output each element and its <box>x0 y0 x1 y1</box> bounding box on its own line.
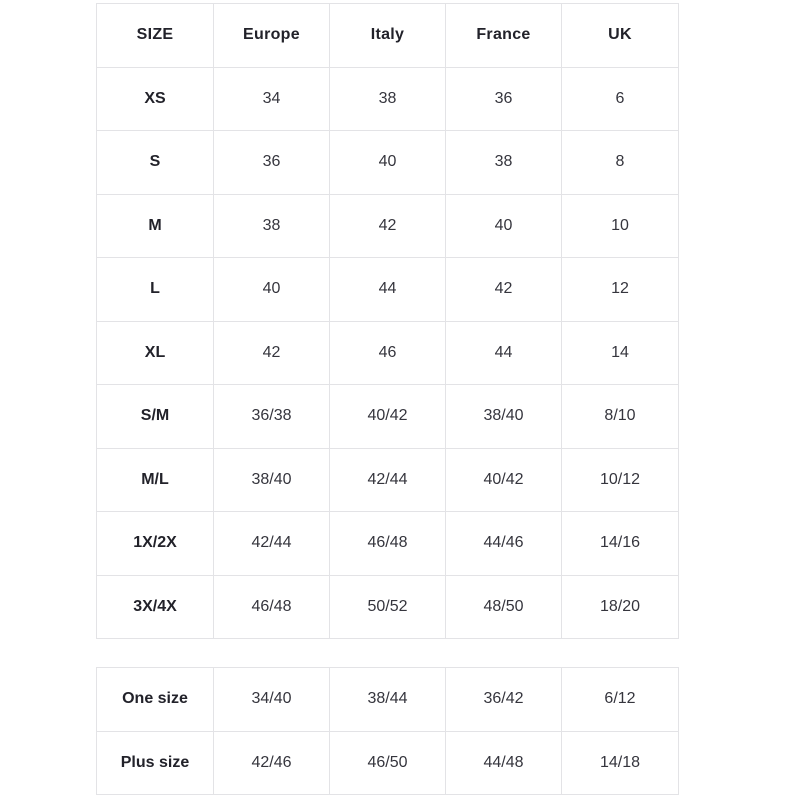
cell-europe: 46/48 <box>214 575 330 639</box>
cell-europe: 34 <box>214 67 330 131</box>
table-row <box>97 575 679 639</box>
main-size-table <box>96 3 679 639</box>
cell-europe: 42 <box>214 321 330 385</box>
cell-france: 38/40 <box>446 385 562 449</box>
secondary-table-body <box>97 668 679 795</box>
cell-europe: 42/44 <box>214 512 330 576</box>
cell-france: 36 <box>446 67 562 131</box>
cell-italy: 42 <box>330 194 446 258</box>
column-header-france: France <box>446 4 562 68</box>
cell-uk: 10/12 <box>562 448 679 512</box>
cell-italy: 44 <box>330 258 446 322</box>
cell-europe: 40 <box>214 258 330 322</box>
cell-uk: 14/16 <box>562 512 679 576</box>
table-row <box>97 67 679 131</box>
cell-uk: 8/10 <box>562 385 679 449</box>
cell-italy: 46 <box>330 321 446 385</box>
cell-italy: 46/50 <box>330 731 446 795</box>
cell-europe: 42/46 <box>214 731 330 795</box>
table-row <box>97 668 679 732</box>
cell-france: 38 <box>446 131 562 195</box>
table-row <box>97 194 679 258</box>
cell-europe: 34/40 <box>214 668 330 732</box>
table-row <box>97 258 679 322</box>
secondary-size-table-container <box>96 667 678 795</box>
cell-france: 40/42 <box>446 448 562 512</box>
table-row <box>97 131 679 195</box>
cell-europe: 36/38 <box>214 385 330 449</box>
table-row <box>97 731 679 795</box>
row-label: XL <box>97 321 214 385</box>
cell-uk: 18/20 <box>562 575 679 639</box>
row-label: L <box>97 258 214 322</box>
table-row <box>97 512 679 576</box>
row-label: M <box>97 194 214 258</box>
main-table-body <box>97 4 679 639</box>
column-header-size: SIZE <box>97 4 214 68</box>
cell-france: 40 <box>446 194 562 258</box>
cell-italy: 50/52 <box>330 575 446 639</box>
cell-uk: 10 <box>562 194 679 258</box>
cell-europe: 38 <box>214 194 330 258</box>
cell-france: 44/46 <box>446 512 562 576</box>
row-label: S/M <box>97 385 214 449</box>
cell-europe: 38/40 <box>214 448 330 512</box>
row-label: 3X/4X <box>97 575 214 639</box>
main-size-table-container <box>96 3 678 639</box>
table-row <box>97 321 679 385</box>
cell-europe: 36 <box>214 131 330 195</box>
row-label: M/L <box>97 448 214 512</box>
row-label: Plus size <box>97 731 214 795</box>
cell-uk: 6/12 <box>562 668 679 732</box>
table-row <box>97 385 679 449</box>
column-header-italy: Italy <box>330 4 446 68</box>
cell-france: 44/48 <box>446 731 562 795</box>
cell-uk: 6 <box>562 67 679 131</box>
cell-uk: 8 <box>562 131 679 195</box>
row-label: XS <box>97 67 214 131</box>
row-label: 1X/2X <box>97 512 214 576</box>
cell-uk: 12 <box>562 258 679 322</box>
cell-uk: 14 <box>562 321 679 385</box>
row-label: S <box>97 131 214 195</box>
cell-italy: 40 <box>330 131 446 195</box>
table-row <box>97 448 679 512</box>
cell-france: 48/50 <box>446 575 562 639</box>
cell-france: 36/42 <box>446 668 562 732</box>
secondary-size-table <box>96 667 679 795</box>
table-header-row <box>97 4 679 68</box>
cell-italy: 38/44 <box>330 668 446 732</box>
column-header-europe: Europe <box>214 4 330 68</box>
column-header-uk: UK <box>562 4 679 68</box>
cell-italy: 38 <box>330 67 446 131</box>
cell-italy: 40/42 <box>330 385 446 449</box>
row-label: One size <box>97 668 214 732</box>
cell-uk: 14/18 <box>562 731 679 795</box>
cell-france: 44 <box>446 321 562 385</box>
cell-italy: 42/44 <box>330 448 446 512</box>
cell-italy: 46/48 <box>330 512 446 576</box>
cell-france: 42 <box>446 258 562 322</box>
